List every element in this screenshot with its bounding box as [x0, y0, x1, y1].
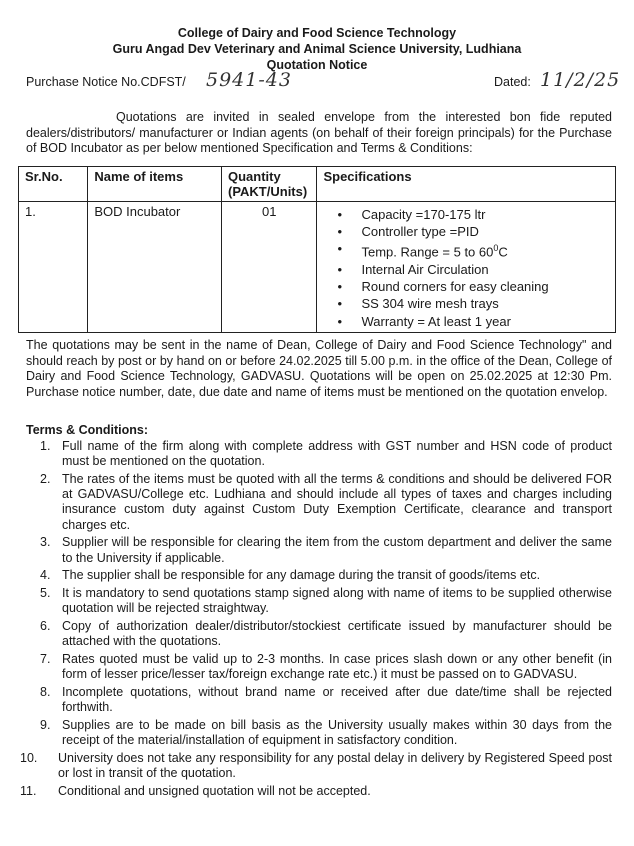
- list-item: 5. It is mandatory to send quotations stamp signed along with name of items to be supplied otherwise quotation will be rejected straightway.: [40, 586, 612, 616]
- spec-list: [323, 204, 609, 330]
- handwritten-date: 11/2/25: [540, 69, 621, 91]
- list-item: 3. Supplier will be responsible for clearing the item from the custom department and deliver the same to the University if applicable.: [40, 535, 612, 565]
- list-item: 4. The supplier shall be responsible for any damage during the transit of goods/items etc.: [40, 568, 541, 583]
- notice-title: Quotation Notice: [266, 58, 368, 72]
- bullet-icon: •: [337, 241, 343, 257]
- cell-quantity: 01: [222, 202, 317, 333]
- bullet-icon: •: [337, 224, 343, 240]
- notice-reference-line: [26, 69, 621, 97]
- list-item: 6. Copy of authorization dealer/distributor/stockiest certificate issued by manufacturer should be attached with the quotations.: [40, 619, 612, 649]
- handwritten-notice-number: 5941-43: [206, 69, 292, 91]
- spec-item: • Capacity =170-175 ltr: [337, 207, 486, 222]
- spec-item: • Round corners for easy cleaning: [337, 279, 549, 295]
- cell-specifications: [317, 202, 616, 333]
- bullet-icon: •: [337, 261, 343, 277]
- list-item: 9. Supplies are to be made on bill basis as the University usually makes within 30 days from the receipt of the material/installation of equipment in satisfactory condition.: [40, 718, 612, 748]
- bullet-icon: •: [337, 207, 343, 222]
- table-row: [19, 202, 616, 333]
- temp-superscript: 0: [493, 243, 499, 254]
- list-item: 8. Incomplete quotations, without brand name or received after due date/time shall be rejected forthwith.: [40, 685, 612, 715]
- terms-list: [20, 439, 612, 802]
- dated-label: Dated:: [494, 75, 531, 89]
- temp-unit: C: [498, 244, 508, 260]
- list-item: 11. Conditional and unsigned quotation will not be accepted.: [20, 784, 371, 799]
- intro-text: Quotations are invited in sealed envelope from the interested bon fide reputed dealers/distributors/ manufacturer or Indian agents (on behalf of their foreign principals) for the Purchase of BOD Incubator as per below mentioned Specification and Terms & Conditions:: [26, 110, 612, 155]
- spec-item: • Internal Air Circulation: [337, 261, 489, 277]
- terms-heading: Terms & Conditions:: [26, 423, 148, 437]
- specification-table: [18, 166, 616, 333]
- header-quantity: Quantity (PAKT/Units): [222, 167, 317, 202]
- spec-item: • Temp. Range = 5 to $60^0C$: [337, 241, 508, 260]
- bullet-icon: •: [337, 296, 343, 312]
- cell-sr-no: 1.: [19, 202, 88, 333]
- header-item-name: Name of items: [88, 167, 222, 202]
- bullet-icon: •: [337, 279, 343, 295]
- list-item: 10. University does not take any responsibility for any postal delay in delivery by Registered Speed post or lost in transit of the quotation.: [20, 751, 612, 781]
- header-specifications: Specifications: [317, 167, 616, 202]
- purchase-notice-label: Purchase Notice No.CDFST/: [26, 75, 186, 89]
- cell-item-name: BOD Incubator: [88, 202, 222, 333]
- list-item: 1. Full name of the firm along with complete address with GST number and HSN code of product must be mentioned on the quotation.: [40, 439, 612, 469]
- bullet-icon: •: [337, 313, 343, 329]
- list-item: 2. The rates of the items must be quoted with all the terms & conditions and should be delivered FOR at GADVASU/College etc. Ludhiana and should include all types of taxes and charges including insurance custom duty against Custom Duty Exemption Certificate, clearance and transport charges etc.: [40, 472, 612, 532]
- university-name: Guru Angad Dev Veterinary and Animal Science University, Ludhiana: [112, 42, 522, 56]
- table-header-row: [19, 167, 616, 202]
- spec-item: • Controller type =PID: [337, 224, 479, 240]
- submission-paragraph: The quotations may be sent in the name of Dean, College of Dairy and Food Science Technology" and should reach by post or by hand on or before 24.02.2025 till 5.00 p.m. in the office of the Dean, College of Dairy and Food Science Technology, GADVASU. Quotations will be open on 25.02.2025 at 12:30 Pm. Purchase notice number, date, due date and name of items must be mentioned on the quotation envelop.: [26, 338, 612, 399]
- spec-item: • Warranty = At least 1 year: [337, 313, 511, 329]
- header-sr-no: Sr.No.: [19, 167, 88, 202]
- college-name: College of Dairy and Food Science Technology: [177, 26, 457, 40]
- intro-paragraph: [26, 110, 612, 157]
- list-item: 7. Rates quoted must be valid up to 2-3 months. In case prices slash down or any other benefit (in form of lesser price/lesser tax/foreign exchange rate etc.) it must be passed on to GADVASU.: [40, 652, 612, 682]
- spec-item: • SS 304 wire mesh trays: [337, 296, 499, 312]
